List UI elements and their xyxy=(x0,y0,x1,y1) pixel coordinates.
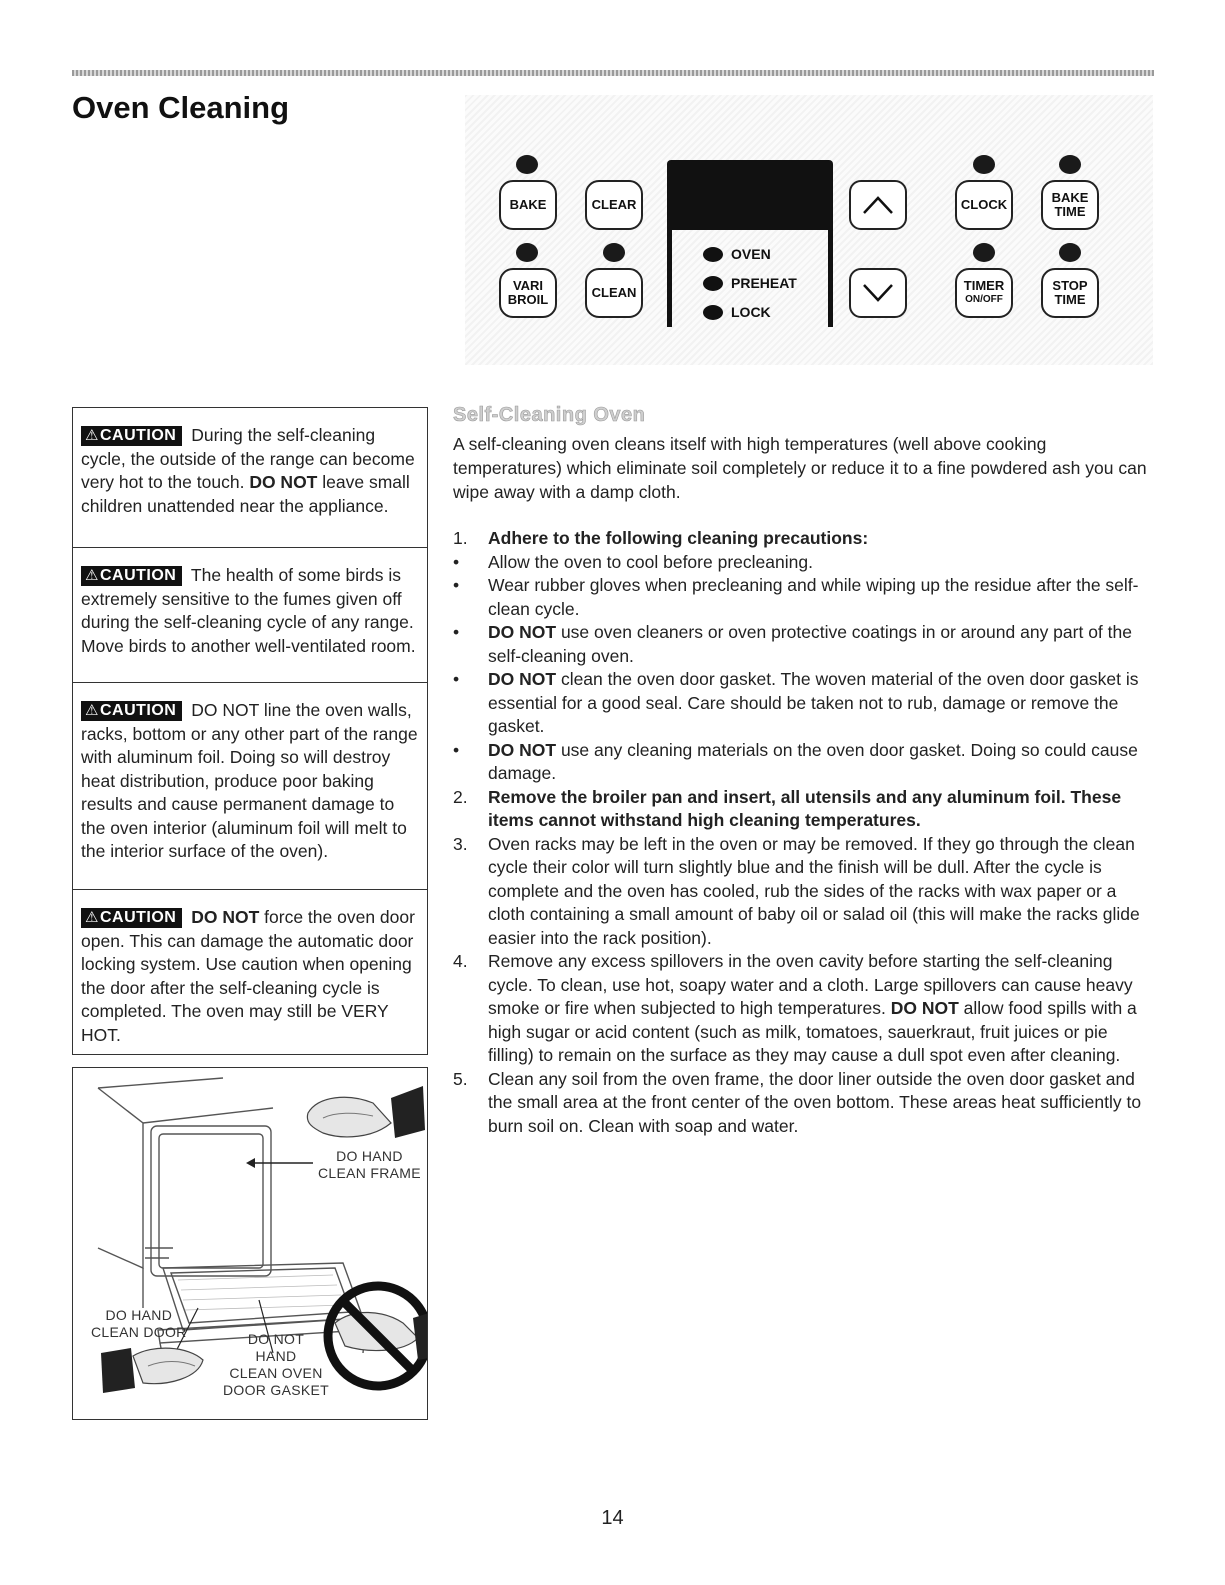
oven-cleaning-illustration xyxy=(72,1067,428,1420)
clean-indicator-dot xyxy=(603,243,625,262)
clean-key: CLEAN xyxy=(585,268,643,318)
bake-time-key: BAKE TIME xyxy=(1041,180,1099,230)
warning-triangle-icon: ⚠ xyxy=(85,567,99,584)
clock-key: CLOCK xyxy=(955,180,1013,230)
chevron-up-icon xyxy=(861,194,895,216)
stop-time-key: STOP TIME xyxy=(1041,268,1099,318)
caution-badge: ⚠CAUTION xyxy=(81,701,182,721)
caution-box-door-lock: ⚠CAUTION DO NOT force the oven door open. This can damage the automatic door locking system. Use caution when opening the door after the self-cleaning cycle is completed. The oven may still be VERY HOT. xyxy=(72,889,428,1055)
caution-badge: ⚠CAUTION xyxy=(81,426,182,446)
bake-key: BAKE xyxy=(499,180,557,230)
step-4: 4. Remove any excess spillovers in the oven cavity before starting the self-cleaning cycle. To clean, use hot, soapy water and a cloth. Large spillovers can cause heavy smoke or fire when subjected to high temperatures. DO NOT allow food spills with a high sugar or acid content (such as milk, tomatoes, sauerkraut, fruit juices or pie filling) to remain on the surface as they may cause a dull spot even after cleaning. xyxy=(453,951,1137,1065)
bake-indicator-dot xyxy=(516,155,538,174)
stop-time-indicator-dot xyxy=(1059,243,1081,262)
list-item: • DO NOT use oven cleaners or oven protective coatings in or around any part of the self-cleaning oven. xyxy=(453,621,1153,668)
page-title: Oven Cleaning xyxy=(72,90,290,125)
lock-indicator: LOCK xyxy=(703,304,771,320)
clear-key: CLEAR xyxy=(585,180,643,230)
top-rule xyxy=(72,70,1154,76)
vari-broil-indicator-dot xyxy=(516,243,538,262)
caution-box-hot-surface: ⚠CAUTION During the self-cleaning cycle, the outside of the range can become very hot to the touch. DO NOT leave small children unattended near the appliance. xyxy=(72,407,428,548)
caution-badge: ⚠CAUTION xyxy=(81,566,182,586)
warning-triangle-icon: ⚠ xyxy=(85,702,99,719)
gloved-hand-top-icon xyxy=(307,1086,425,1138)
caution-badge: ⚠CAUTION xyxy=(81,908,182,928)
cleaning-steps xyxy=(453,527,1153,1138)
section-title: Self-Cleaning Oven xyxy=(453,404,646,426)
step-2: 2. Remove the broiler pan and insert, all utensils and any aluminum foil. These items cannot withstand high cleaning temperatures. xyxy=(453,786,1122,830)
prohibited-icon xyxy=(328,1286,428,1386)
warning-triangle-icon: ⚠ xyxy=(85,427,99,444)
up-arrow-key xyxy=(849,180,907,230)
caution-box-birds: ⚠CAUTION The health of some birds is extremely sensitive to the fumes given off during the self-cleaning cycle of any range. Move birds to another well-ventilated room. xyxy=(72,547,428,683)
page-number: 14 xyxy=(601,1507,624,1529)
label-do-not-hand-clean-gasket: DO NOT HAND CLEAN OVEN DOOR GASKET xyxy=(223,1331,329,1398)
chevron-down-icon xyxy=(861,282,895,304)
precautions-list xyxy=(453,551,1153,786)
gloved-hand-bottom-icon xyxy=(101,1348,203,1393)
down-arrow-key xyxy=(849,268,907,318)
list-item: • Allow the oven to cool before precleaning. xyxy=(453,551,1153,575)
warning-triangle-icon: ⚠ xyxy=(85,909,99,926)
intro-paragraph: A self-cleaning oven cleans itself with high temperatures (well above cooking temperatures) which eliminate soil completely or reduce it to a fine powdered ash you can wipe away with a damp cloth. xyxy=(453,434,1147,502)
list-item: • DO NOT use any cleaning materials on the oven door gasket. Doing so could cause damage. xyxy=(453,739,1153,786)
list-item: • DO NOT clean the oven door gasket. The woven material of the oven door gasket is essential for a good seal. Care should be taken not to rub, damage or remove the gasket. xyxy=(453,668,1153,739)
display-divider-left xyxy=(667,230,672,327)
bake-time-indicator-dot xyxy=(1059,155,1081,174)
step-5: 5. Clean any soil from the oven frame, the door liner outside the oven door gasket and the small area at the front center of the oven bottom. These areas heat sufficiently to burn soil on. Clean with soap and water. xyxy=(453,1068,1142,1136)
oven-indicator: OVEN xyxy=(703,246,771,262)
control-panel-illustration xyxy=(465,95,1153,365)
timer-indicator-dot xyxy=(973,243,995,262)
label-do-hand-clean-door: DO HAND CLEAN DOOR xyxy=(91,1307,187,1340)
caution-box-aluminum-foil: ⚠CAUTION DO NOT line the oven walls, racks, bottom or any other part of the range with aluminum foil. Doing so will destroy heat distribution, produce poor baking results and cause permanent damage to the oven interior (aluminum foil will melt to the interior surface of the oven). xyxy=(72,682,428,890)
timer-key: TIMER ON/OFF xyxy=(955,268,1013,318)
clock-indicator-dot xyxy=(973,155,995,174)
step-3: 3. Oven racks may be left in the oven or may be removed. If they go through the clean cycle their color will turn slightly blue and the finish will be dull. After the cycle is complete and the oven has cooled, rub the sides of the racks with wax paper or a cloth containing a small amount of baby oil or salad oil (this will make the racks glide easier into the rack position). xyxy=(453,833,1140,948)
vari-broil-key: VARI BROIL xyxy=(499,268,557,318)
label-do-hand-clean-frame: DO HAND CLEAN FRAME xyxy=(318,1148,421,1181)
display-divider-right xyxy=(828,230,833,327)
list-item: • Wear rubber gloves when precleaning and while wiping up the residue after the self-clean cycle. xyxy=(453,574,1153,621)
preheat-indicator: PREHEAT xyxy=(703,275,797,291)
step-1: 1. Adhere to the following cleaning precautions: xyxy=(453,528,869,548)
display-screen xyxy=(667,160,833,230)
